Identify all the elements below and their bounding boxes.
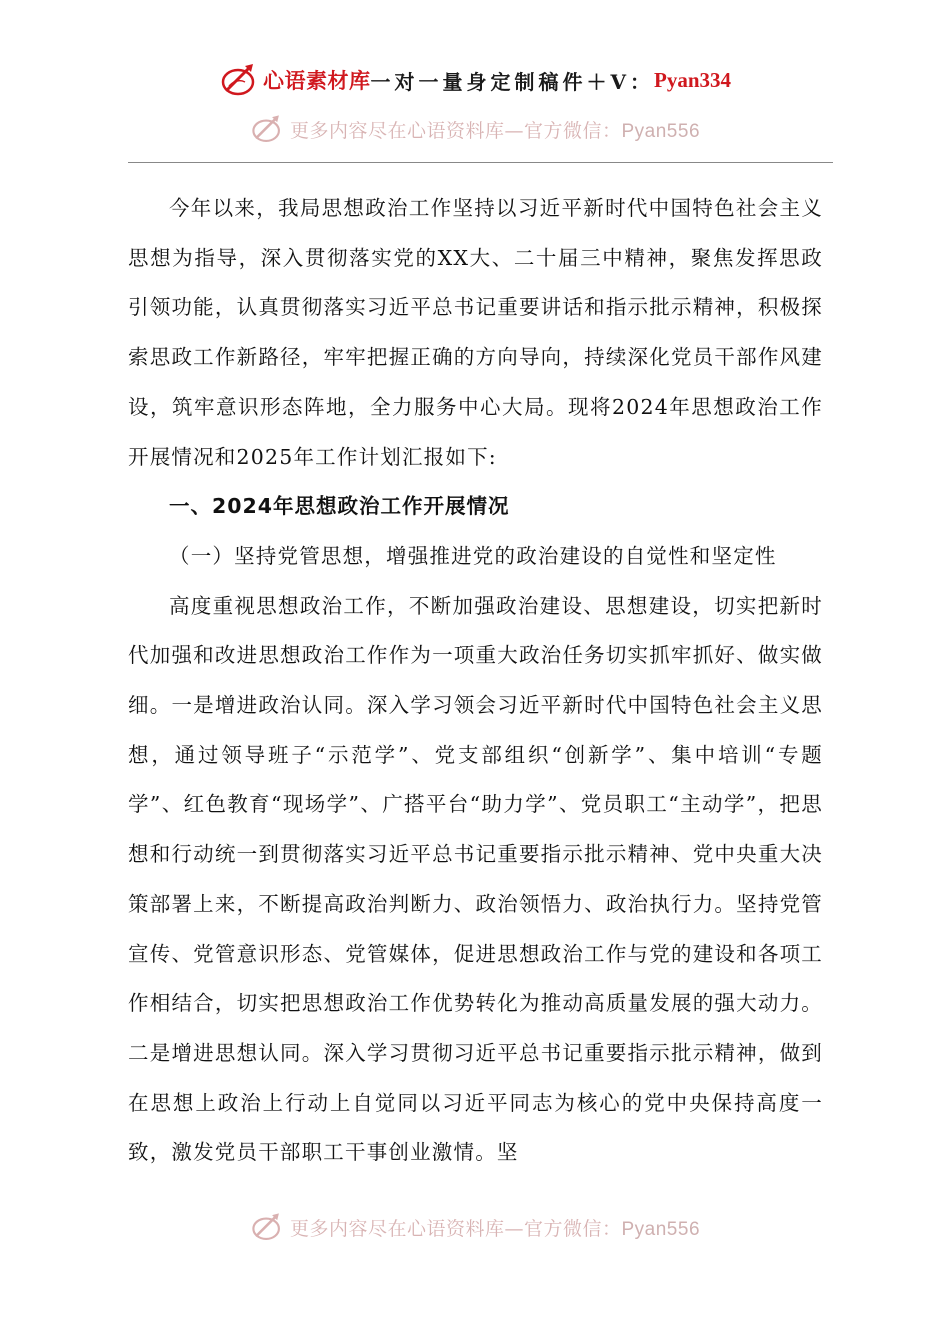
header-divider xyxy=(128,162,833,163)
body-paragraph: 高度重视思想政治工作，不断加强政治建设、思想建设，切实把新时代加强和改进思想政治工作作为一项重大政治任务切实抓牢抓好、做实做细。一是增进政治认同。深入学习领会习近平新时代中国特色社会主义思想，通过领导班子“示范学”、党支部组织“创新学”、集中培训“专题学”、红色教育“现场学”、广搭平台“助力学”、党员职工“主动学”，把思想和行动统一到贯彻落实习近平总书记重要指示批示精神、党中央重大决策部署上来，不断提高政治判断力、政治领悟力、政治执行力。坚持党管宣传、党管意识形态、党管媒体，促进思想政治工作与党的建设和各项工作相结合，切实把思想政治工作优势转化为推动高质量发展的强大动力。二是增进思想认同。深入学习贯彻习近平总书记重要指示批示精神，做到在思想上政治上行动上自觉同以习近平同志为核心的党中央保持高度一致，激发党员干部职工干事创业激情。坚 xyxy=(128,593,823,1165)
watermark-text: 更多内容尽在心语资料库—官方微信： xyxy=(289,1217,622,1240)
bottom-watermark xyxy=(0,1210,950,1244)
quill-seal-icon xyxy=(250,1210,284,1244)
top-watermark xyxy=(0,112,950,146)
quill-seal-icon xyxy=(219,60,259,100)
section-heading: 一、2024年思想政治工作开展情况 xyxy=(169,494,510,519)
subsection-heading: （一）坚持党管思想，增强推进党的政治建设的自觉性和坚定性 xyxy=(169,543,777,568)
watermark-code: Pyan556 xyxy=(621,1218,701,1240)
brand-name: 心语素材库 xyxy=(262,68,371,93)
watermark-code: Pyan556 xyxy=(621,120,701,142)
header-contact: Pyan334 xyxy=(654,67,732,92)
document-body xyxy=(128,184,823,1178)
header-banner xyxy=(0,60,950,100)
watermark-text: 更多内容尽在心语资料库—官方微信： xyxy=(289,119,622,142)
header-tagline: 一对一量身定制稿件＋V： xyxy=(370,69,654,94)
quill-seal-icon xyxy=(250,112,284,146)
intro-paragraph: 今年以来，我局思想政治工作坚持以习近平新时代中国特色社会主义思想为指导，深入贯彻落实党的XX大、二十届三中精神，聚焦发挥思政引领功能，认真贯彻落实习近平总书记重要讲话和指示批示精神，积极探索思政工作新路径，牢牢把握正确的方向导向，持续深化党员干部作风建设，筑牢意识形态阵地，全力服务中心大局。现将2024年思想政治工作开展情况和2025年工作计划汇报如下: xyxy=(128,196,823,469)
